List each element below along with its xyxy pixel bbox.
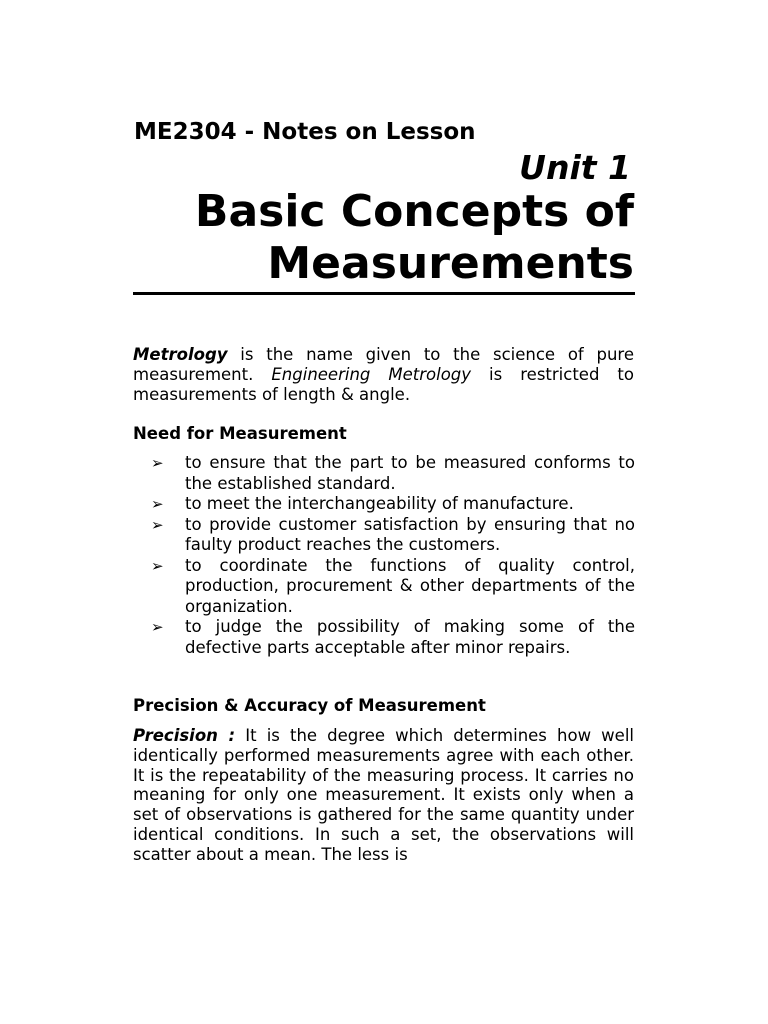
arrow-bullet-icon: ➢ <box>151 618 164 636</box>
intro-paragraph <box>133 345 634 405</box>
precision-paragraph <box>133 726 634 865</box>
list-item <box>151 494 635 515</box>
title-line-1: Basic Concepts of <box>194 186 634 237</box>
page-title <box>195 186 634 290</box>
list-item <box>151 453 635 494</box>
list-item-text: to provide customer satisfaction by ensuring that no faulty product reaches the customers. <box>185 514 635 554</box>
title-line-2: Measurements <box>267 238 634 289</box>
need-list <box>151 453 635 658</box>
list-item <box>151 515 635 556</box>
intro-text-1: is the name given to the science of pure measurement. <box>133 345 634 384</box>
list-item-text: to ensure that the part to be measured conforms to the established standard. <box>185 453 635 493</box>
list-item <box>151 556 635 618</box>
list-item-text: to meet the interchangeability of manufacture. <box>185 494 574 513</box>
list-item <box>151 617 635 658</box>
precision-text: It is the degree which determines how well identically performed measurements agree with each other. It is the repeatability of the measuring process. It carries no meaning for only one measurement. It exists only when a set of observations is gathered for the same quantity under identical conditions. In such a set, the observations will scatter about a mean. The less is <box>133 726 634 864</box>
term-engineering-metrology: Engineering Metrology <box>271 365 472 384</box>
section-heading-precision-accuracy: Precision & Accuracy of Measurement <box>133 696 486 715</box>
course-code-title: ME2304 - Notes on Lesson <box>134 119 476 145</box>
arrow-bullet-icon: ➢ <box>151 515 164 534</box>
title-divider <box>133 292 635 295</box>
list-item-text: to judge the possibility of making some of the defective parts acceptable after minor repairs. <box>185 617 635 657</box>
arrow-bullet-icon: ➢ <box>151 556 164 575</box>
arrow-bullet-icon: ➢ <box>151 495 164 513</box>
term-precision: Precision : <box>133 726 236 745</box>
section-heading-need: Need for Measurement <box>133 424 347 443</box>
arrow-bullet-icon: ➢ <box>151 454 164 472</box>
unit-label: Unit 1 <box>519 148 631 187</box>
list-item-text: to coordinate the functions of quality control, production, procurement & other departments of the organization. <box>185 555 635 616</box>
term-metrology: Metrology <box>133 345 228 364</box>
intro-text-2: is restricted to measurements of length & angle. <box>133 365 634 404</box>
